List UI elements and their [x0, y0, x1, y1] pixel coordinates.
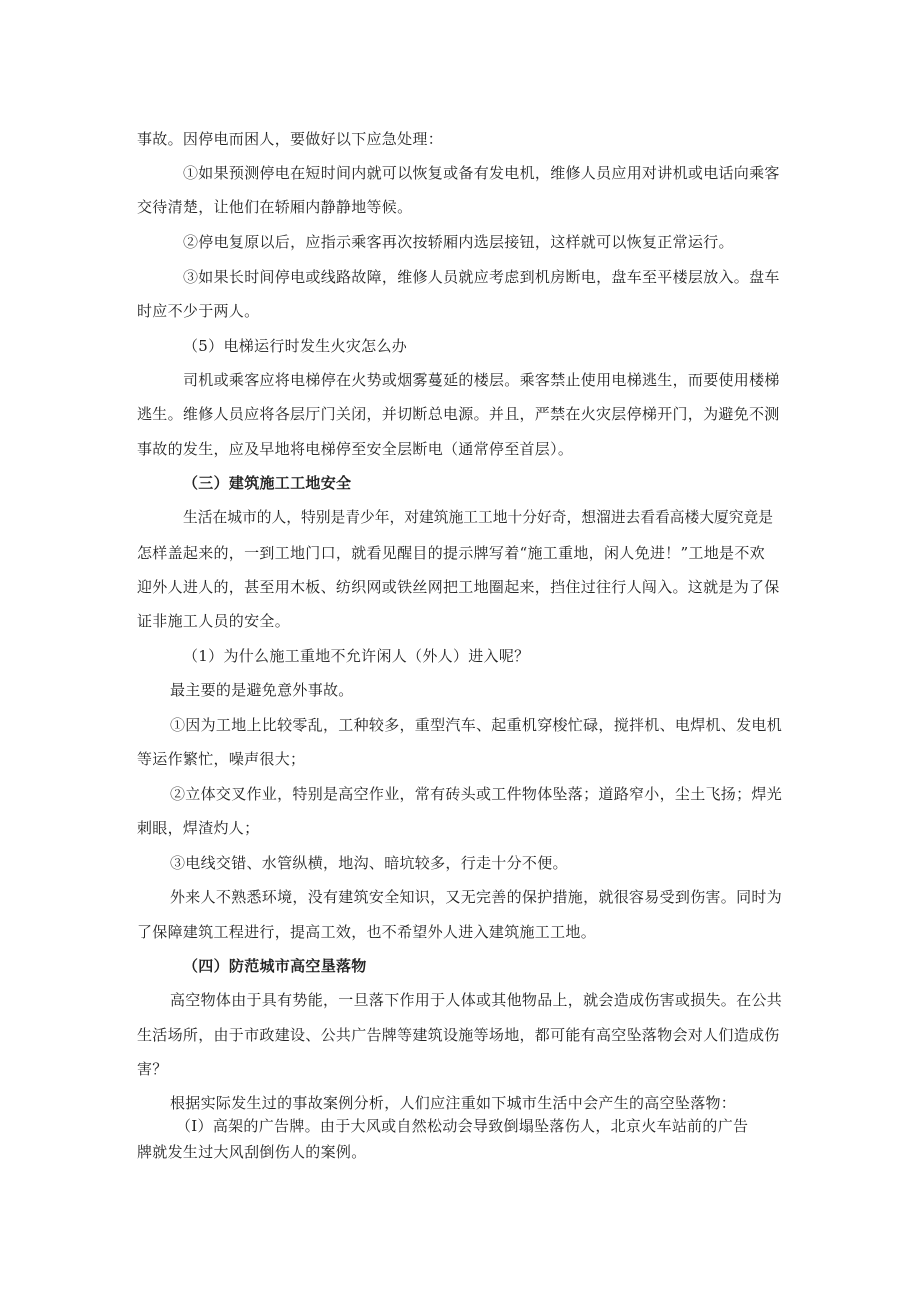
- text-line: 生活场所，由于市政建设、公共广告牌等建筑设施等场地，都可能有高空坠落物会对人们造成伤: [137, 1026, 780, 1044]
- text-line: 了保障建筑工程进行，提高工效，也不希望外人进入建筑施工工地。: [137, 923, 597, 941]
- text-line: 时应不少于两人。: [137, 302, 260, 320]
- text-line: （I）高架的广告牌。由于大风或自然松动会导致倒塌坠落伤人，北京火车站前的广告: [176, 1117, 749, 1135]
- text-line: ③如果长时间停电或线路故障，维修人员就应考虑到机房断电，盘车至平楼层放入。盘车: [183, 268, 780, 286]
- text-line: 刺眼，焊渣灼人；: [137, 819, 260, 837]
- text-line: 高空物体由于具有势能，一旦落下作用于人体或其他物品上，就会造成伤害或损失。在公共: [170, 991, 783, 1009]
- text-line: 最主要的是避免意外事故。: [170, 681, 354, 699]
- text-line: ①如果预测停电在短时间内就可以恢复或备有发电机，维修人员应用对讲机或电话向乘客: [183, 164, 780, 182]
- text-line: 害？: [137, 1060, 168, 1078]
- text-line: 事故的发生，应及早地将电梯停至安全层断电（通常停至首层）。: [137, 440, 574, 458]
- text-line: 根据实际发生过的事故案例分析，人们应注重如下城市生活中会产生的高空坠落物：: [170, 1094, 737, 1112]
- text-line: 迎外人进人的，甚至用木板、纺织网或铁丝网把工地圈起来，挡住过往行人闯入。这就是为了保: [137, 578, 780, 596]
- text-line: 证非施工人员的安全。: [137, 612, 291, 630]
- text-line: 司机或乘客应将电梯停在火势或烟雾蔓延的楼层。乘客禁止使用电梯逃生，而要使用楼梯: [183, 371, 780, 389]
- text-line: 外来人不熟悉环境，没有建筑安全知识，又无完善的保护措施，就很容易受到伤害。同时为: [170, 888, 783, 906]
- text-line: 牌就发生过大风刮倒伤人的案例。: [137, 1143, 367, 1161]
- text-line: 逃生。维修人员应将各层厅门关闭，并切断总电源。并且，严禁在火灾层停梯开门，为避免不测: [137, 405, 780, 423]
- text-line: 事故。因停电而困人，要做好以下应急处理：: [137, 130, 444, 148]
- section-heading: （四）防范城市高空垦落物: [183, 957, 367, 975]
- text-line: ③电线交错、水管纵横，地沟、暗坑较多，行走十分不便。: [170, 854, 568, 872]
- text-line: ②停电复原以后，应指示乘客再次按轿厢内选层接钮，这样就可以恢复正常运行。: [183, 233, 734, 251]
- text-line: ②立体交叉作业，特别是高空作业，常有砖头或工件物体坠落；道路窄小，尘土飞扬；焊光: [170, 785, 783, 803]
- text-line: ①因为工地上比较零乱，工种较多，重型汽车、起重机穿梭忙碌，搅拌机、电焊机、发电机: [170, 716, 783, 734]
- text-line: 生活在城市的人，特别是青少年，对建筑施工工地十分好奇，想溜进去看看高楼大厦究竟是: [183, 509, 773, 526]
- subheading: （1）为什么施工重地不允许闲人（外人）进入呢？: [183, 647, 530, 665]
- subheading: （5）电梯运行时发生火灾怎么办: [183, 337, 408, 355]
- text-line: 等运作繁忙，噪声很大；: [137, 750, 306, 768]
- section-heading: （三）建筑施工工地安全: [183, 474, 352, 492]
- text-line: 怎样盖起来的，一到工地门口，就看见醒目的提示牌写着“施工重地，闲人免进！”工地是不欢: [137, 544, 765, 562]
- text-line: 交待清楚，让他们在轿厢内静静地等候。: [137, 198, 413, 216]
